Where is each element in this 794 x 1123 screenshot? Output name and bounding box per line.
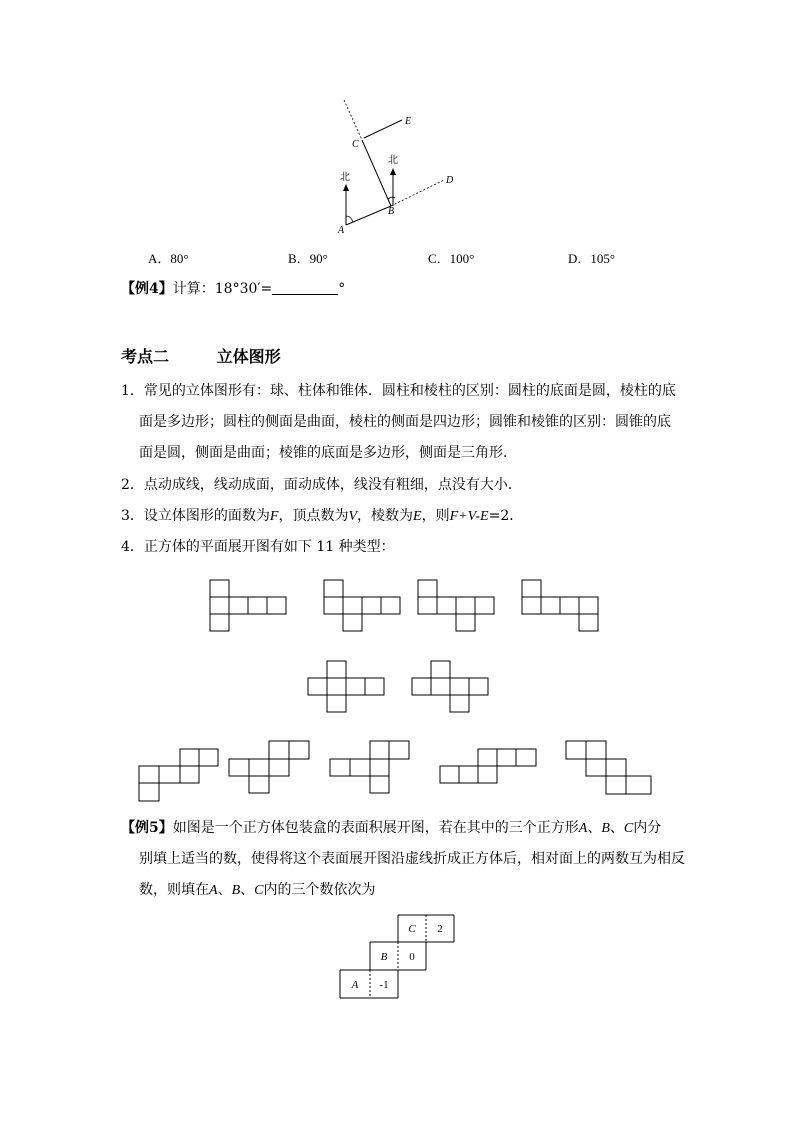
example5-line2: 别填上适当的数，使得将这个表面展开图沿虚线折成正方体后，相对面上的两数互为相反 (139, 851, 685, 867)
var-e: E (413, 509, 422, 524)
example5-line1 (121, 818, 661, 839)
cube-net-1 (210, 580, 286, 631)
point-label-c: C (352, 139, 359, 150)
ex5-line3-prefix: 数，则填在 (139, 882, 209, 898)
section-title: 立体图形 (216, 347, 281, 366)
item2: 2．点动成线，线动成面，面动成体，线没有粗细，点没有大小． (121, 477, 522, 493)
item3-mid1: ，顶点数为 (278, 508, 349, 524)
bearing-figure (326, 95, 466, 240)
cube-net-7 (139, 749, 218, 801)
point-label-b: B (388, 206, 395, 217)
cube-net-6 (412, 661, 488, 712)
net-label-b: B (380, 951, 388, 963)
cube-net-4 (522, 580, 598, 631)
section-heading (121, 344, 281, 367)
option-a: A．80° (148, 251, 189, 266)
var-v: V (348, 509, 358, 524)
option-d: D．105° (568, 251, 616, 266)
cube-net-8 (229, 741, 309, 793)
option-b: B．90° (288, 251, 328, 266)
example4-unit: ° (338, 281, 346, 297)
point-label-d: D (446, 175, 454, 186)
example5-net (335, 910, 460, 1002)
item4: 4．正方体的平面展开图有如下 11 种类型： (121, 539, 395, 555)
ex5-var-b: B (601, 821, 610, 836)
section-label: 考点二 (121, 347, 170, 366)
north-arrowhead-a (343, 184, 349, 191)
item1-line1: 1．常见的立体图形有：球、柱体和锥体．圆柱和棱柱的区别：圆柱的底面是圆，棱柱的底 (121, 383, 676, 399)
cube-net-2 (324, 580, 400, 631)
example4-line (121, 279, 345, 299)
item3-mid2: ，棱数为 (357, 508, 414, 524)
item3-mid3: ，则 (421, 508, 450, 524)
cube-net-5 (308, 661, 384, 712)
segment-ab (346, 206, 391, 225)
ex5-var-a: A (578, 821, 588, 836)
angle-mark-b (388, 197, 395, 199)
cube-net-11 (566, 741, 651, 794)
ex5-var-c: C (623, 821, 634, 836)
cube-net-3 (418, 580, 494, 631)
ex5-line3-a: A (209, 883, 218, 898)
ex5-line3-sep2: 、 (240, 882, 255, 898)
example5-tag: 【例5】 (121, 820, 173, 836)
cube-nets-figure (130, 575, 670, 805)
ex5-line3-b: B (231, 883, 241, 898)
ex5-end1: 内分 (633, 820, 662, 836)
ex5-line3-sep1: 、 (217, 882, 232, 898)
point-label-a: A (338, 225, 345, 236)
net-value-neg1: -1 (379, 979, 389, 991)
dotted-line-c (344, 100, 362, 140)
item1-line3: 面是圆，侧面是曲面；棱锥的底面是多边形，侧面是三角形． (139, 445, 517, 461)
net-label-a: A (351, 979, 359, 991)
ex5-line3-c: C (254, 883, 264, 898)
ex5-line3-end: 内的三个数依次为 (263, 882, 376, 898)
item1-line2: 面是多边形；圆柱的侧面是曲面，棱柱的侧面是四边形；圆锥和棱锥的区别：圆锥的底 (139, 414, 671, 430)
north-arrowhead-b (390, 168, 396, 175)
example4-tag: 【例4】 (121, 281, 173, 297)
north-label-a: 北 (340, 172, 350, 183)
euler-formula: F+V-E (449, 509, 489, 524)
dotted-line-bd (391, 180, 444, 206)
net-value-2: 2 (437, 923, 443, 935)
segment-bc (362, 140, 391, 206)
option-c: C．100° (428, 251, 475, 266)
net-value-0: 0 (409, 951, 415, 963)
var-f: F (269, 509, 279, 524)
item3-end: =2． (488, 508, 524, 524)
point-label-e: E (405, 116, 412, 127)
example4-text: 计算：18°30′= (172, 281, 273, 297)
item3 (121, 506, 523, 527)
example5-text1: 如图是一个正方体包装盒的表面积展开图，若在其中的三个正方形 (172, 820, 579, 836)
cube-net-10 (440, 749, 536, 783)
segment-ce (364, 120, 402, 138)
ex5-sep1: 、 (587, 820, 602, 836)
north-label-b: 北 (388, 155, 398, 166)
cube-net-9 (330, 741, 409, 793)
example5-line3 (139, 880, 375, 901)
net-label-c: C (408, 923, 416, 935)
item3-prefix: 3．设立体图形的面数为 (121, 508, 270, 524)
answer-blank (272, 280, 338, 295)
angle-mark-a (346, 216, 353, 222)
ex5-sep2: 、 (609, 820, 624, 836)
